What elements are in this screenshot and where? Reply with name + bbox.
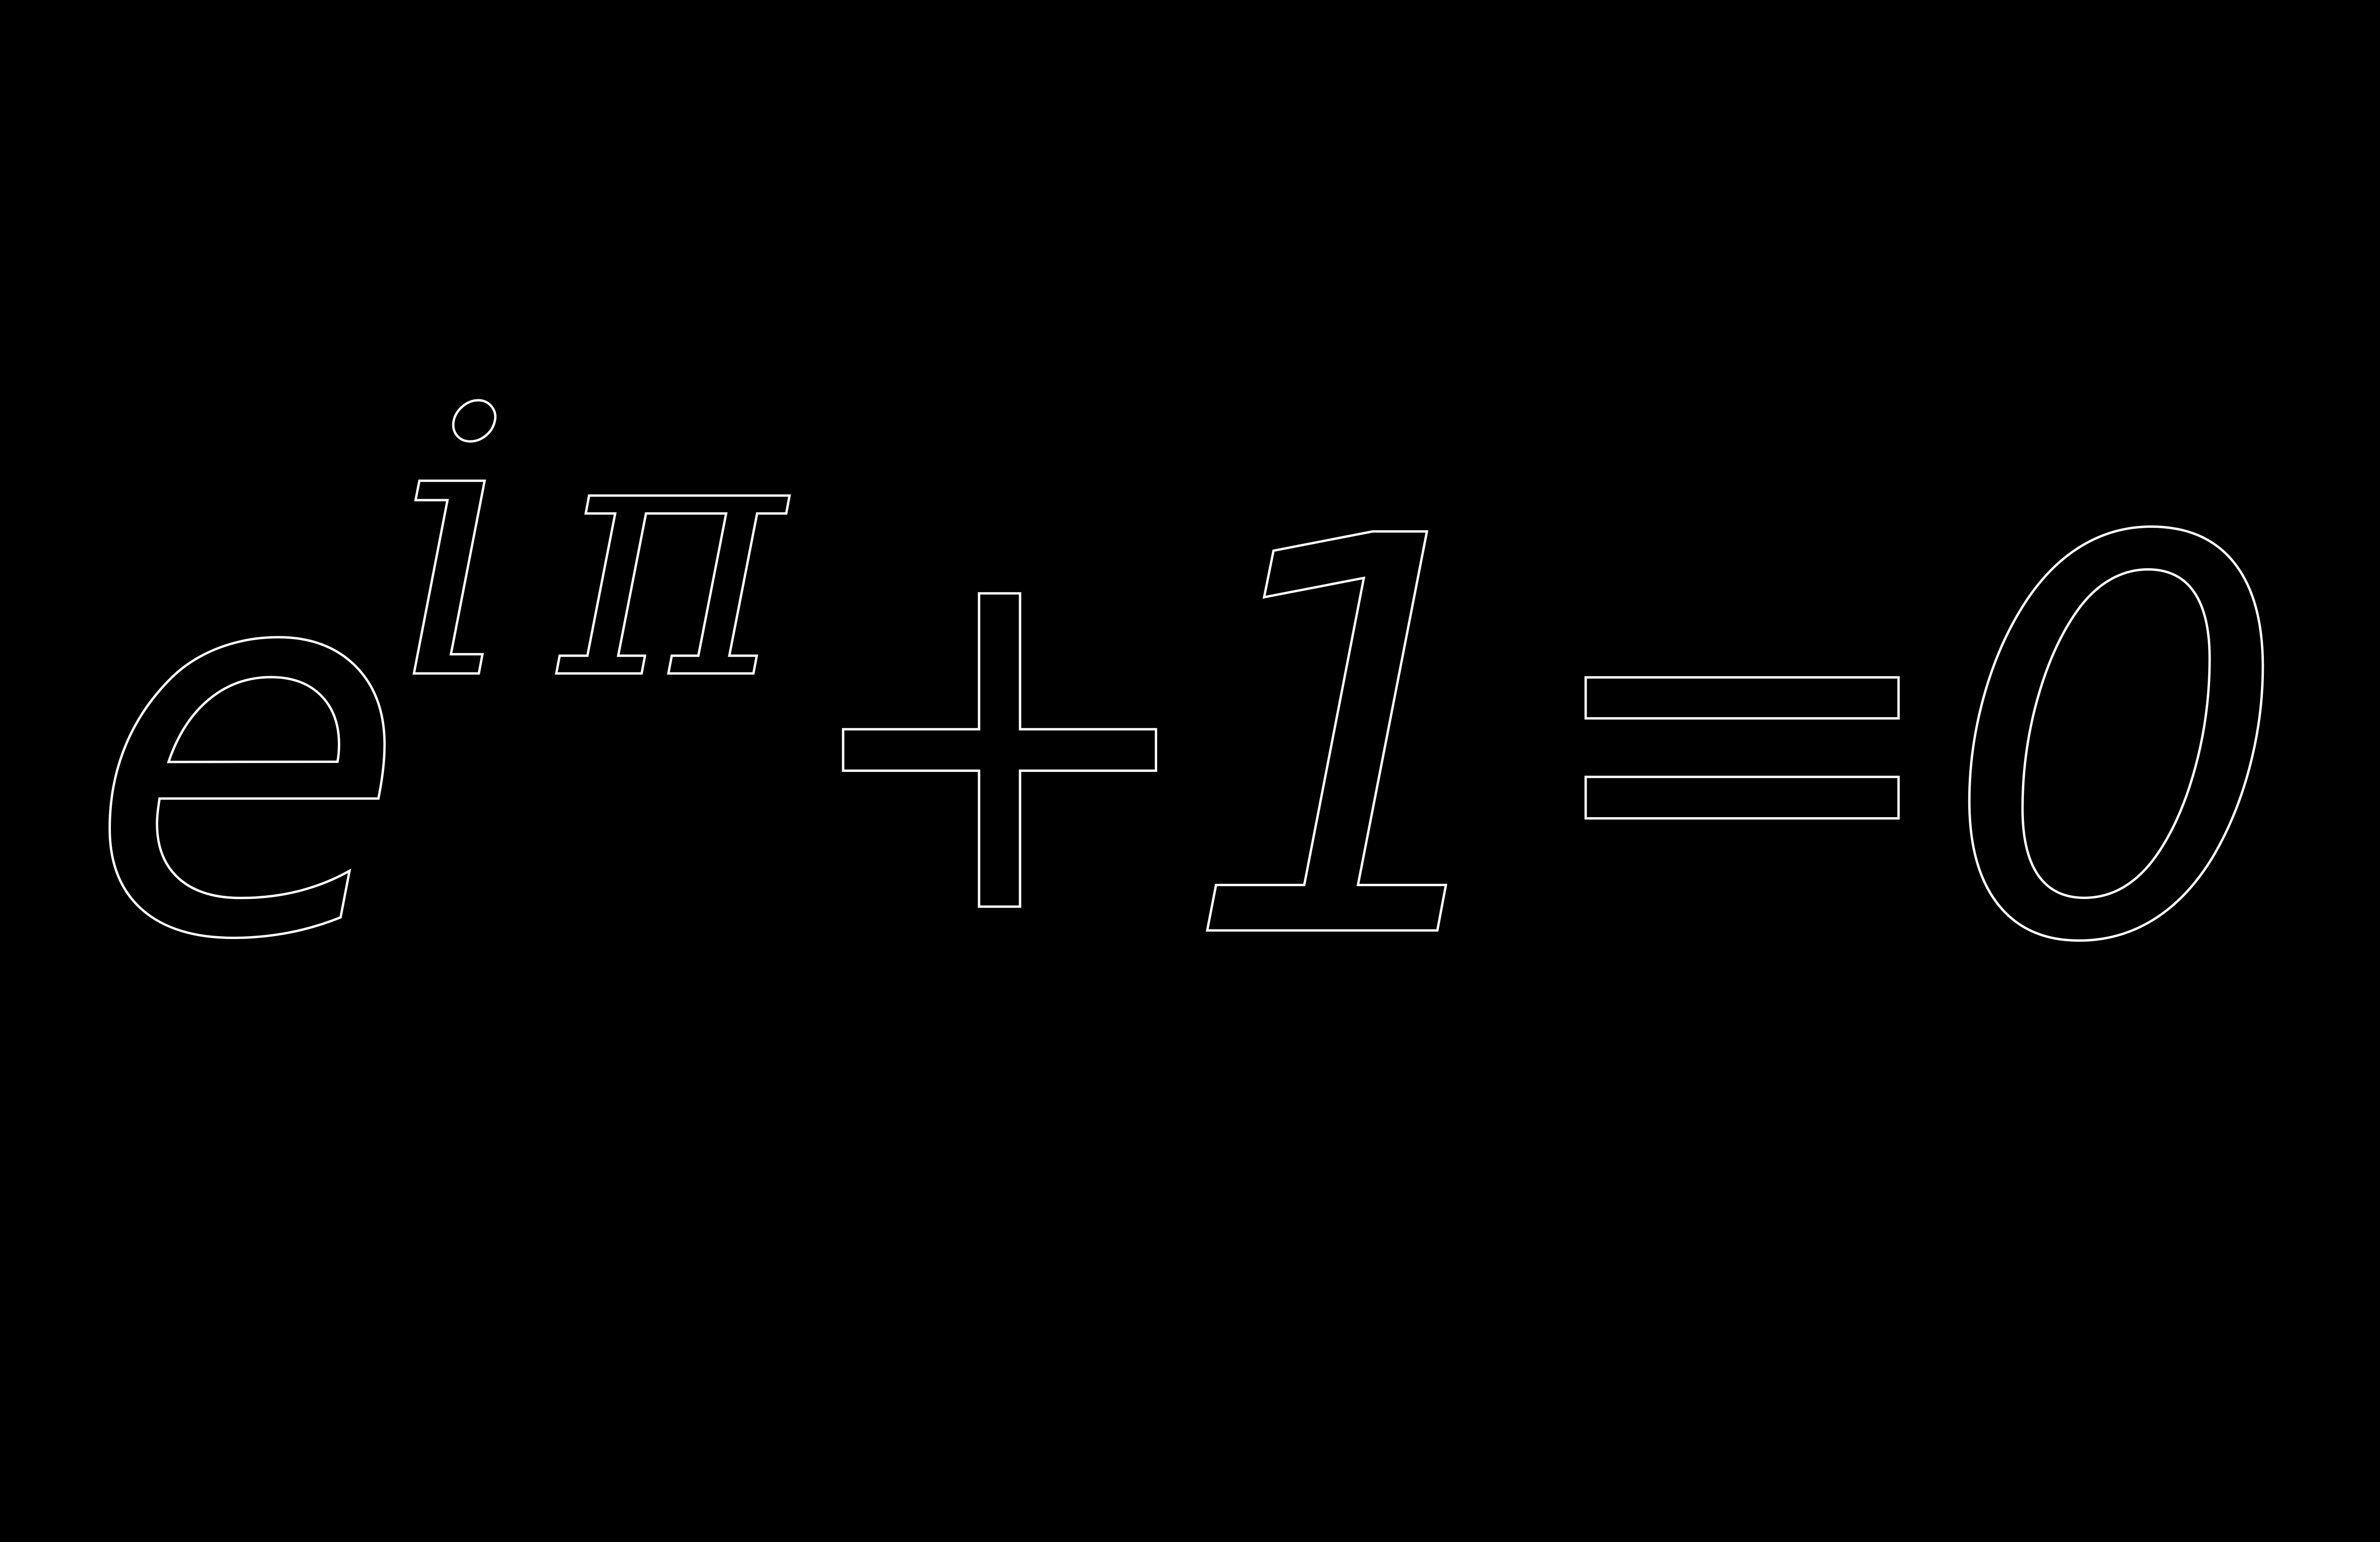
plus-sign: + — [790, 443, 1209, 1025]
equals-sign: = — [1533, 440, 1952, 1022]
digit-one: 1 — [1180, 423, 1529, 1060]
exponent-i: i — [395, 329, 514, 761]
exponent-pi: π — [559, 356, 785, 754]
base-e: e — [86, 445, 408, 1054]
digit-zero: 0 — [1942, 425, 2291, 1062]
